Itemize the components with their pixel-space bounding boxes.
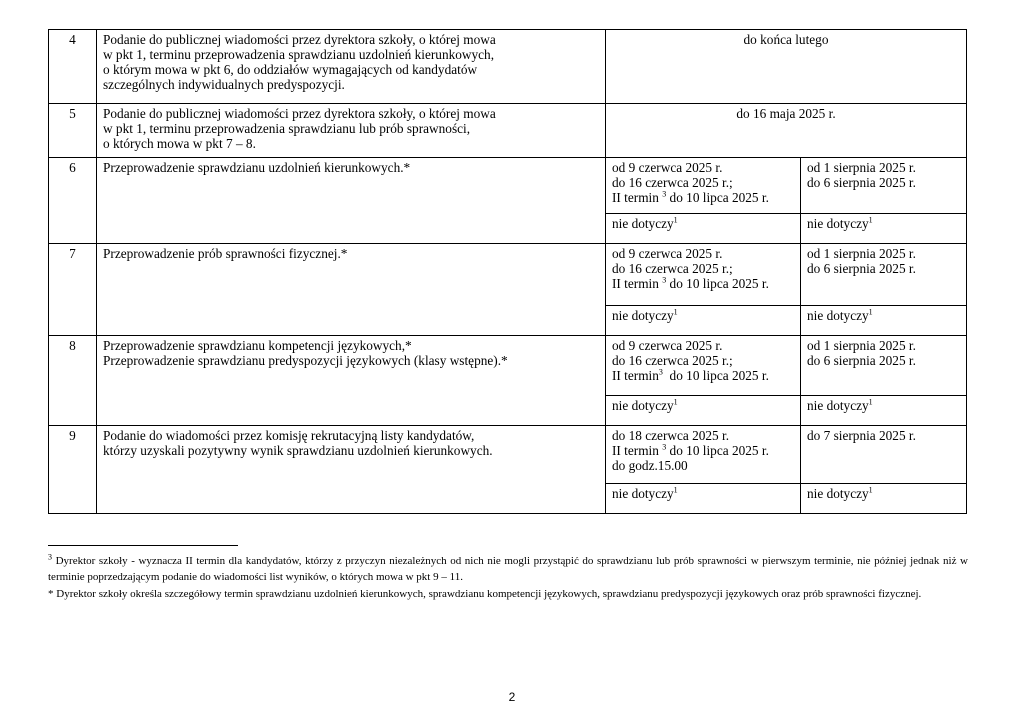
table-row — [49, 104, 967, 158]
desc-line: o którym mowa w pkt 6, do oddziałów wymagających od kandydatów — [103, 62, 478, 77]
main-recruitment-term: od 9 czerwca 2025 r. do 16 czerwca 2025 r.; II termin$^3$ do 10 lipca 2025 r. — [606, 336, 801, 396]
row-number: 9 — [49, 426, 97, 514]
deadline-cell: do końca lutego — [606, 30, 967, 104]
row-description — [97, 244, 606, 336]
main-recruitment-term: od 9 czerwca 2025 r. do 16 czerwca 2025 r.; II termin $^3$ do 10 lipca 2025 r. — [606, 158, 801, 214]
table-row — [49, 336, 967, 396]
not-applicable-cell: nie dotyczy$^1$ — [606, 306, 801, 336]
schedule-table — [48, 29, 967, 514]
table-row — [49, 426, 967, 484]
table-row — [49, 244, 967, 306]
desc-line: w pkt 1, terminu przeprowadzenia sprawdzianu uzdolnień kierunkowych, — [103, 47, 495, 62]
table-row — [49, 158, 967, 214]
row-description — [97, 158, 606, 244]
not-applicable-cell: nie dotyczy$^1$ — [801, 306, 967, 336]
desc-line: Podanie do wiadomości przez komisję rekrutacyjną listy kandydatów, — [103, 428, 475, 443]
desc-line: w pkt 1, terminu przeprowadzenia sprawdzianu lub prób sprawności, — [103, 121, 471, 136]
desc-line: Podanie do publicznej wiadomości przez dyrektora szkoły, o której mowa — [103, 106, 496, 121]
supplementary-recruitment-term: od 1 sierpnia 2025 r. do 6 sierpnia 2025 r. — [801, 336, 967, 396]
row-number: 5 — [49, 104, 97, 158]
not-applicable-cell: nie dotyczy$^1$ — [801, 214, 967, 244]
desc-line: Przeprowadzenie sprawdzianu predyspozycji językowych (klasy wstępne).* — [103, 353, 508, 368]
row-number: 6 — [49, 158, 97, 244]
not-applicable-cell: nie dotyczy$^1$ — [606, 396, 801, 426]
row-description — [97, 426, 606, 514]
desc-line: Przeprowadzenie sprawdzianu kompetencji językowych,* — [103, 338, 412, 353]
desc-line: szczególnych indywidualnych predyspozycji. — [103, 77, 345, 92]
supplementary-recruitment-term: od 1 sierpnia 2025 r. do 6 sierpnia 2025 r. — [801, 244, 967, 306]
desc-line: Przeprowadzenie sprawdzianu uzdolnień kierunkowych.* — [103, 160, 411, 175]
row-number: 7 — [49, 244, 97, 336]
not-applicable-cell: nie dotyczy$^1$ — [801, 396, 967, 426]
row-description — [97, 30, 606, 104]
main-recruitment-term: od 9 czerwca 2025 r. do 16 czerwca 2025 r.; II termin $^3$ do 10 lipca 2025 r. — [606, 244, 801, 306]
desc-line: o których mowa w pkt 7 – 8. — [103, 136, 256, 151]
desc-line: którzy uzyskali pozytywny wynik sprawdzianu uzdolnień kierunkowych. — [103, 443, 493, 458]
footnotes — [48, 553, 968, 603]
deadline-cell: do 16 maja 2025 r. — [606, 104, 967, 158]
row-number: 4 — [49, 30, 97, 104]
page-number: 2 — [508, 690, 516, 704]
footnote-3: $^3$ Dyrektor szkoły - wyznacza II termin dla kandydatów, którzy z przyczyn niezależnych od nich nie mogli przystąpić do sprawdzianu lub prób sprawności w pierwszym terminie, nie później jednak niż w terminie poprzedzającym podanie do wiadomości list wyników, o których mowa w pkt 9 – 11. — [48, 552, 969, 583]
row-description — [97, 336, 606, 426]
supplementary-recruitment-term: do 7 sierpnia 2025 r. — [801, 426, 967, 484]
desc-line: Przeprowadzenie prób sprawności fizycznej.* — [103, 246, 348, 261]
not-applicable-cell: nie dotyczy$^1$ — [606, 214, 801, 244]
not-applicable-cell: nie dotyczy$^1$ — [606, 484, 801, 514]
footnote-separator — [48, 545, 238, 546]
desc-line: Podanie do publicznej wiadomości przez dyrektora szkoły, o której mowa — [103, 32, 496, 47]
supplementary-recruitment-term: od 1 sierpnia 2025 r. do 6 sierpnia 2025 r. — [801, 158, 967, 214]
footnote-star: * Dyrektor szkoły określa szczegółowy termin sprawdzianu uzdolnień kierunkowych, sprawdzianu kompetencji językowych, sprawdzianu predyspozycji językowych oraz prób sprawności fizycznej. — [48, 588, 922, 600]
row-description — [97, 104, 606, 158]
main-recruitment-term: do 18 czerwca 2025 r. II termin $^3$ do 10 lipca 2025 r. do godz.15.00 — [606, 426, 801, 484]
not-applicable-cell: nie dotyczy$^1$ — [801, 484, 967, 514]
table-row — [49, 30, 967, 104]
row-number: 8 — [49, 336, 97, 426]
